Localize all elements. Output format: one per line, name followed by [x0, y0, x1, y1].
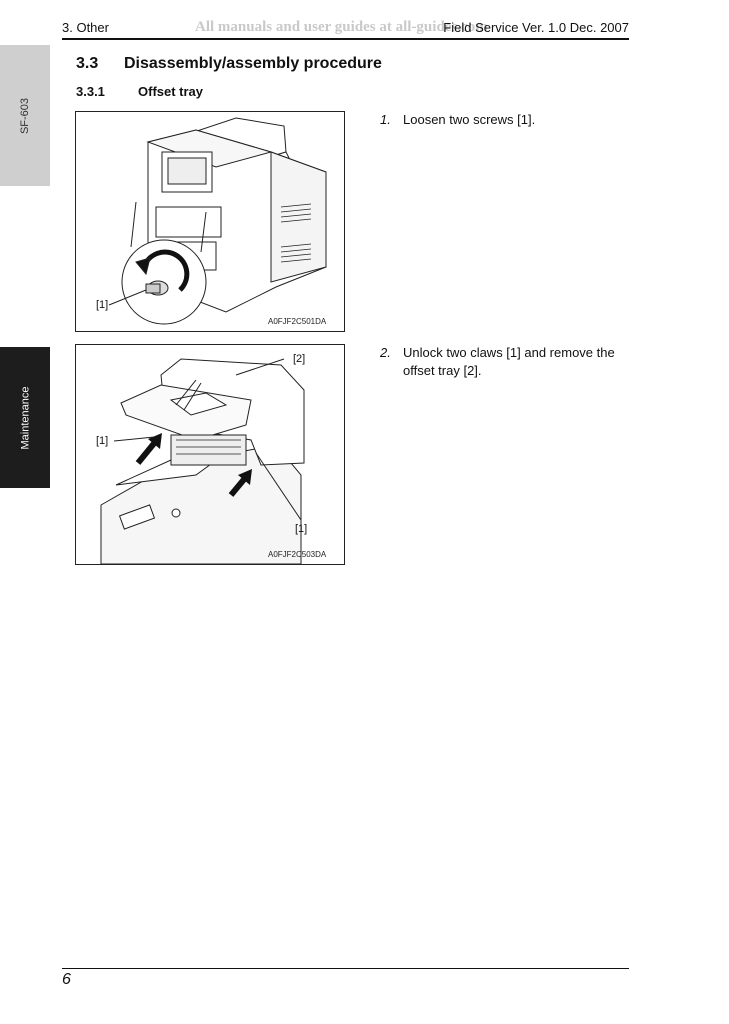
- figure1-code: A0FJF2C501DA: [268, 317, 327, 326]
- footer-rule: [62, 968, 629, 969]
- subsection-title: Offset tray: [138, 84, 204, 99]
- figure2-code: A0FJF2C503DA: [268, 550, 327, 559]
- figure1-callout-1: [1]: [96, 299, 109, 311]
- header-service-version: Field Service Ver. 1.0 Dec. 2007: [443, 20, 629, 35]
- side-tab-model-label: SF-603: [18, 97, 31, 134]
- figure-remove-offset-tray: [75, 344, 345, 565]
- step-2-number: 2.: [380, 345, 391, 360]
- printer-rear-illustration: [76, 112, 344, 331]
- subsection-number: 3.3.1: [76, 84, 105, 99]
- figure2-callout-claw-right: [1]: [295, 523, 308, 535]
- step-1: [380, 111, 635, 129]
- header-section: 3. Other: [62, 20, 109, 35]
- header-rule: [62, 38, 629, 40]
- figure2-callout-claw-left: [1]: [96, 435, 109, 447]
- section-title: Disassembly/assembly procedure: [124, 55, 382, 72]
- side-tab-chapter: [0, 347, 50, 488]
- step-2-text: Unlock two claws [1] and remove the offset tray [2].: [403, 345, 615, 378]
- side-tab-model: [0, 45, 50, 186]
- figure-loosen-screws: [75, 111, 345, 332]
- side-tab-chapter-label: Maintenance: [19, 386, 31, 449]
- step-1-number: 1.: [380, 112, 391, 127]
- offset-tray-illustration: [76, 345, 344, 564]
- step-1-text: Loosen two screws [1].: [403, 112, 536, 127]
- watermark-text: All manuals and user guides at all-guides.com: [195, 19, 488, 35]
- figure2-callout-tray: [2]: [293, 353, 306, 365]
- page-number: 6: [62, 971, 71, 988]
- section-number: 3.3: [76, 55, 99, 72]
- subsection-heading: [76, 84, 203, 99]
- step-2: [380, 344, 635, 380]
- section-heading: [76, 55, 382, 73]
